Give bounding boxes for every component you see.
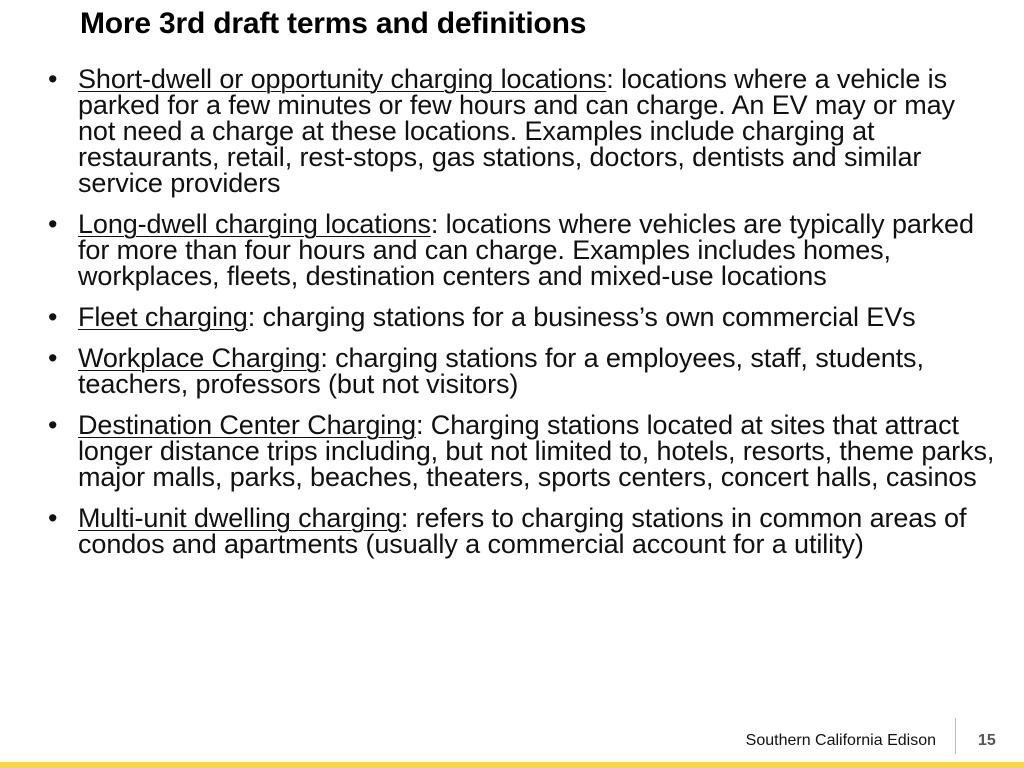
bullet-icon: • — [48, 209, 58, 239]
definition-workplace: : charging stations for a employees, staff, students, teachers, professors (but not visitors) — [78, 343, 924, 399]
slide-title: More 3rd draft terms and definitions — [80, 7, 587, 40]
term-long-dwell: Long-dwell charging locations — [78, 209, 431, 239]
accent-bar — [0, 762, 1024, 768]
definition-short-dwell: : locations where a vehicle is parked for a few minutes or few hours and can charge. An EV may or may not need a charge at these locations. Examples include charging at restaurants, retail, rest-stops, gas stations, doctors, dentists and similar service providers — [78, 64, 955, 198]
bullet-icon: • — [48, 503, 58, 533]
term-multi-unit: Multi-unit dwelling charging — [78, 503, 401, 533]
term-destination: Destination Center Charging — [78, 410, 416, 440]
bullet-icon: • — [48, 64, 58, 94]
definition-item-multi-unit — [0, 505, 1024, 557]
definition-item-destination — [0, 412, 1024, 490]
term-fleet: Fleet charging — [78, 302, 248, 332]
bullet-icon: • — [48, 410, 58, 440]
bullet-icon: • — [48, 302, 58, 332]
slide-footer — [0, 708, 1024, 768]
definitions-list — [0, 66, 1024, 572]
page-number: 15 — [978, 732, 996, 749]
company-name: Southern California Edison — [745, 732, 936, 749]
term-workplace: Workplace Charging — [78, 343, 321, 373]
term-short-dwell: Short-dwell or opportunity charging locations — [78, 64, 607, 94]
definition-item-fleet — [0, 304, 1024, 330]
definition-long-dwell: : locations where vehicles are typically parked for more than four hours and can charge. Examples includes homes, workplaces, fleets, destination centers and mixed-use locations — [78, 209, 974, 291]
definition-item-short-dwell — [0, 66, 1024, 196]
bullet-icon: • — [48, 343, 58, 373]
definition-destination: : Charging stations located at sites that attract longer distance trips including, but not limited to, hotels, resorts, theme parks, major malls, parks, beaches, theaters, sports centers, concert halls, casinos — [78, 410, 995, 492]
definition-fleet: : charging stations for a business’s own commercial EVs — [247, 302, 916, 332]
definition-multi-unit: : refers to charging stations in common areas of condos and apartments (usually a commercial account for a utility) — [78, 503, 967, 559]
definition-item-workplace — [0, 345, 1024, 397]
definition-item-long-dwell — [0, 211, 1024, 289]
footer-divider — [955, 718, 956, 754]
